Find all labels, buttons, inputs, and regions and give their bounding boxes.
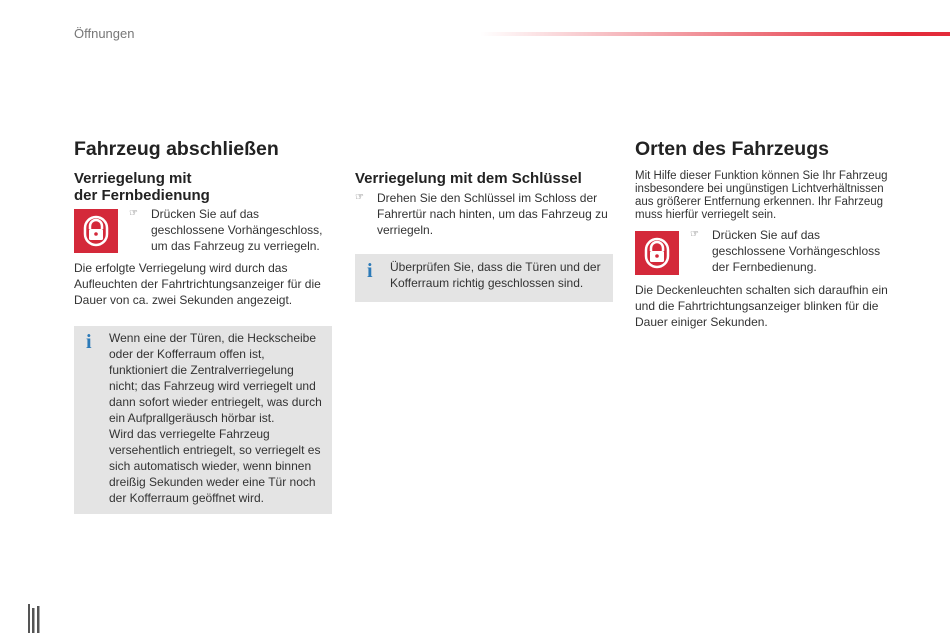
info-line: ein Aufprallgeräusch hörbar ist.	[109, 411, 275, 425]
info-line: versehentlich entriegelt, so verriegelt es	[109, 443, 321, 457]
bullet-line: geschlossene Vorhängeschloss,	[151, 223, 323, 237]
paragraph-line: Dauer von ca. zwei Sekunden angezeigt.	[74, 293, 293, 307]
paragraph-line: Aufleuchten der Fahrtrichtungsanzeiger für die	[74, 277, 321, 291]
intro-line: aus größerer Entfernung erkennen. Ihr Fahrzeug	[635, 196, 884, 208]
header-accent-line	[480, 32, 950, 36]
padlock-button-icon	[74, 209, 118, 253]
bullet-line: Fahrertür nach hinten, um das Fahrzeug zu	[377, 207, 608, 221]
key-info-text	[390, 259, 612, 291]
info-line: nicht; das Fahrzeug wird verriegelt und	[109, 379, 316, 393]
paragraph-line: Die Deckenleuchten schalten sich daraufhin ein	[635, 283, 888, 297]
remote-lock-bullet	[129, 206, 334, 254]
bullet-line: Drücken Sie auf das	[712, 228, 821, 242]
bullet-line: verriegeln.	[377, 223, 434, 237]
pointing-hand-icon: ☞	[355, 192, 364, 203]
section-header: Öffnungen	[74, 26, 135, 41]
bullet-line: geschlossene Vorhängeschloss	[712, 244, 881, 258]
key-lock-bullet	[355, 190, 615, 238]
info-line: oder der Kofferraum offen ist,	[109, 347, 265, 361]
bullet-line: der Fernbedienung.	[712, 260, 817, 274]
locate-section-title: Orten des Fahrzeugs	[635, 138, 829, 160]
info-line: dreißig Sekunden weder eine Tür noch	[109, 475, 316, 489]
remote-heading-line1: Verriegelung mit	[74, 170, 192, 187]
info-line: der Kofferraum geöffnet wird.	[109, 491, 264, 505]
key-lock-heading: Verriegelung mit dem Schlüssel	[355, 170, 582, 187]
page-marker-icon	[28, 604, 42, 633]
intro-line: muss hierfür verriegelt sein.	[635, 209, 777, 221]
remote-lock-paragraph	[74, 260, 344, 308]
lock-icon	[74, 209, 118, 253]
lock-info-text	[109, 330, 331, 506]
pointing-hand-icon: ☞	[129, 208, 138, 219]
bullet-line: um das Fahrzeug zu verriegeln.	[151, 239, 320, 253]
info-line: Wenn eine der Türen, die Heckscheibe	[109, 331, 317, 345]
info-icon: i	[86, 331, 92, 353]
intro-line: Mit Hilfe dieser Funktion können Sie Ihr Fahrzeug	[635, 170, 888, 182]
bullet-line: Drücken Sie auf das	[151, 207, 260, 221]
bullet-line: Drehen Sie den Schlüssel im Schloss der	[377, 191, 598, 205]
paragraph-line: und die Fahrtrichtungsanzeiger blinken für die	[635, 299, 879, 313]
info-line: Kofferraum richtig geschlossen sind.	[390, 276, 584, 290]
paragraph-line: Dauer einiger Sekunden.	[635, 315, 768, 329]
remote-heading-line2: der Fernbedienung	[74, 187, 210, 204]
info-line: funktioniert die Zentralverriegelung	[109, 363, 294, 377]
locate-bullet	[690, 227, 900, 275]
lock-section-title: Fahrzeug abschließen	[74, 138, 279, 160]
remote-lock-heading	[74, 170, 210, 204]
padlock-button-icon	[635, 231, 679, 275]
pointing-hand-icon: ☞	[690, 229, 699, 240]
lock-icon	[635, 231, 679, 275]
key-info-box	[355, 254, 613, 302]
intro-line: insbesondere bei ungünstigen Lichtverhältnissen	[635, 183, 884, 195]
locate-intro	[635, 170, 915, 222]
info-icon: i	[367, 260, 373, 282]
info-line: Wird das verriegelte Fahrzeug	[109, 427, 270, 441]
info-line: sich automatisch wieder, wenn binnen	[109, 459, 312, 473]
info-line: Überprüfen Sie, dass die Türen und der	[390, 260, 601, 274]
locate-paragraph	[635, 282, 915, 330]
paragraph-line: Die erfolgte Verriegelung wird durch das	[74, 261, 288, 275]
info-line: dann sofort wieder entriegelt, was durch	[109, 395, 322, 409]
lock-info-box	[74, 326, 332, 514]
